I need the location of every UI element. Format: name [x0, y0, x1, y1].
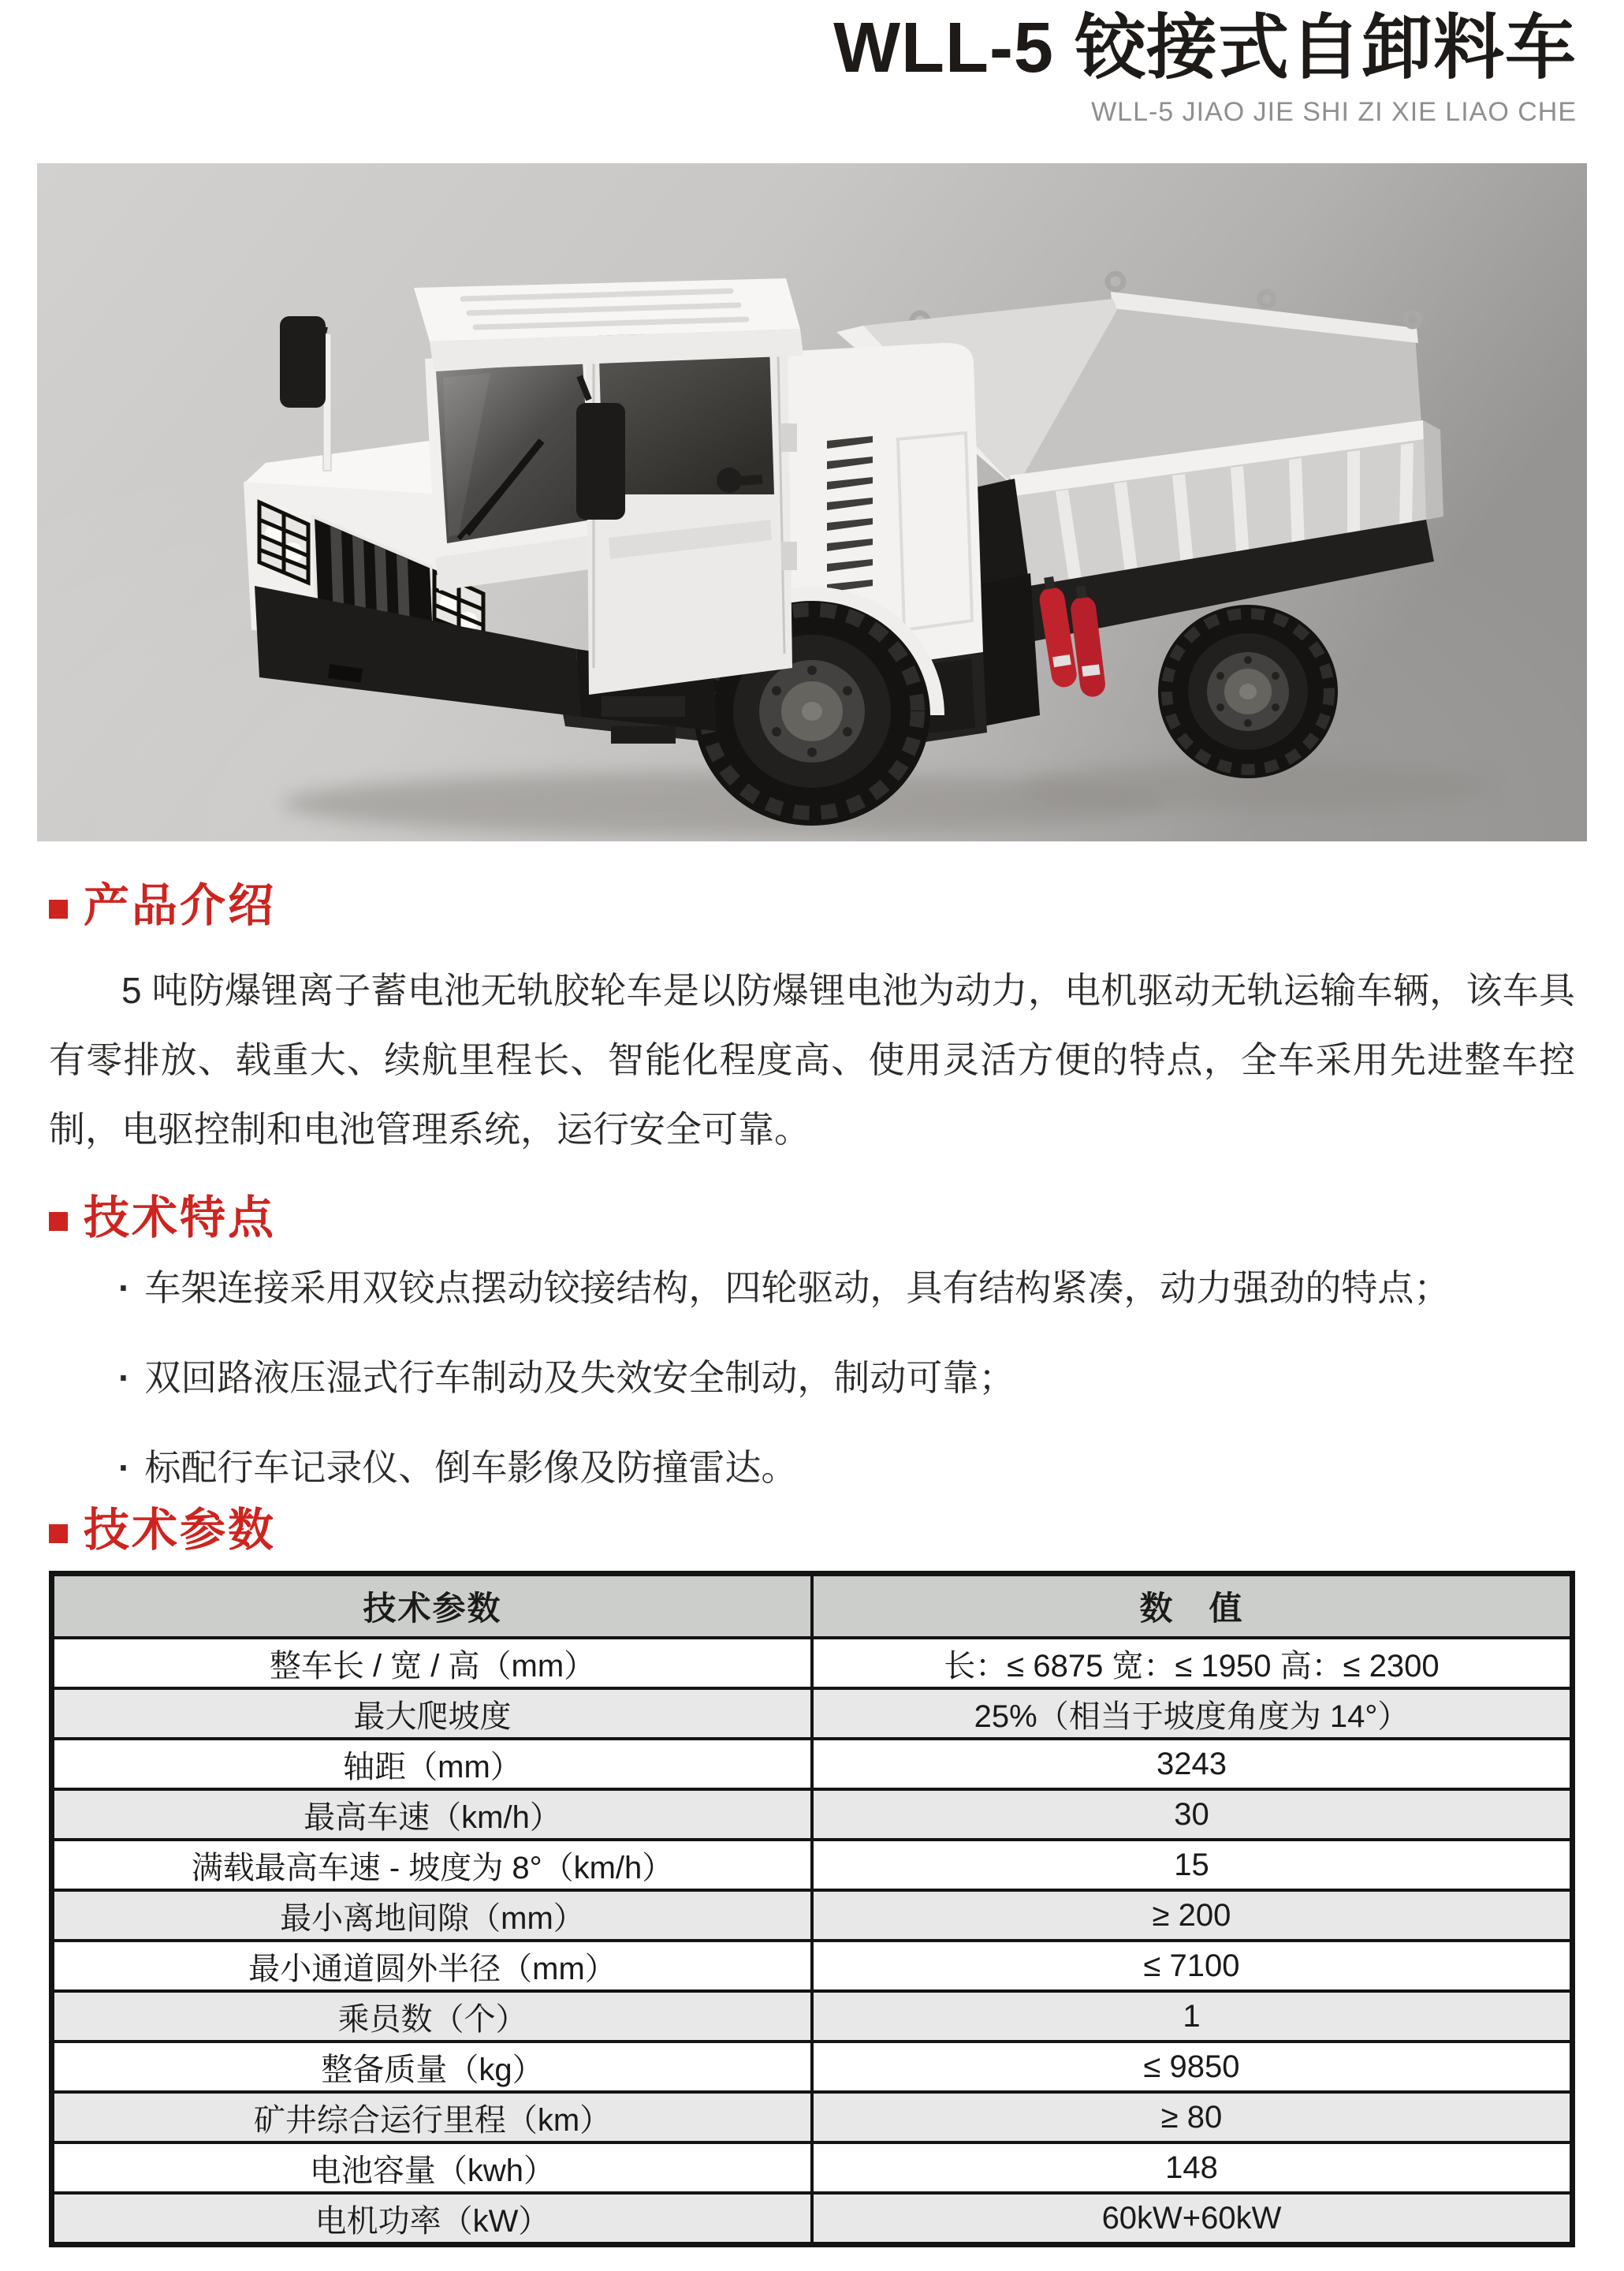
red-square-bullet-icon	[49, 1212, 68, 1231]
section-heading-intro	[49, 880, 277, 931]
spec-param-cell: 最大爬坡度	[52, 1688, 813, 1739]
spec-value-cell: 148	[812, 2142, 1573, 2193]
spec-param-cell: 轴距（mm）	[52, 1739, 813, 1789]
rear-wheel	[1158, 605, 1338, 778]
feature-text: 标配行车记录仪、倒车影像及防撞雷达。	[144, 1447, 798, 1488]
feature-item	[49, 1333, 1575, 1423]
spec-value-cell: ≥ 200	[812, 1890, 1573, 1941]
table-row	[52, 1941, 1573, 1991]
table-row	[52, 1688, 1573, 1739]
spec-param-cell: 满载最高车速 - 坡度为 8°（km/h）	[52, 1840, 813, 1890]
bullet-dot-icon: ·	[118, 1447, 131, 1488]
page-title: WLL-5 铰接式自卸料车	[833, 9, 1577, 88]
spec-col-value: 数 值	[812, 1574, 1573, 1639]
page-header	[833, 11, 1577, 128]
spec-table	[49, 1571, 1575, 2247]
table-row	[52, 1890, 1573, 1941]
bullet-dot-icon: ·	[118, 1357, 131, 1398]
table-row	[52, 1991, 1573, 2042]
spec-table-header-row	[52, 1574, 1573, 1639]
feature-item	[49, 1423, 1575, 1512]
section-heading-specs	[49, 1505, 277, 1556]
section-heading-text: 产品介绍	[84, 880, 277, 931]
bullet-dot-icon: ·	[118, 1267, 131, 1308]
spec-param-cell: 最小离地间隙（mm）	[52, 1890, 813, 1941]
spec-value-cell: ≤ 9850	[812, 2042, 1573, 2092]
spec-param-cell: 电池容量（kwh）	[52, 2142, 813, 2193]
spec-param-cell: 整车长 / 宽 / 高（mm）	[52, 1638, 813, 1688]
spec-value-cell: 15	[812, 1840, 1573, 1890]
table-row	[52, 2042, 1573, 2092]
table-row	[52, 2142, 1573, 2193]
red-square-bullet-icon	[49, 1524, 68, 1543]
spec-value-cell: 长：≤ 6875 宽：≤ 1950 高：≤ 2300	[812, 1638, 1573, 1688]
spec-value-cell: 30	[812, 1789, 1573, 1840]
table-row	[52, 2092, 1573, 2142]
spec-col-param: 技术参数	[52, 1574, 813, 1639]
spec-value-cell: 3243	[812, 1739, 1573, 1789]
features-list	[49, 1243, 1575, 1512]
red-square-bullet-icon	[49, 900, 68, 919]
table-row	[52, 1840, 1573, 1890]
feature-text: 双回路液压湿式行车制动及失效安全制动，制动可靠；	[144, 1357, 1015, 1398]
feature-item	[49, 1243, 1575, 1333]
spec-value-cell: 25%（相当于坡度角度为 14°）	[812, 1688, 1573, 1739]
spec-value-cell: 1	[812, 1991, 1573, 2042]
spec-value-cell: ≤ 7100	[812, 1941, 1573, 1991]
page-subtitle: WLL-5 JIAO JIE SHI ZI XIE LIAO CHE	[1091, 96, 1577, 127]
spec-param-cell: 矿井综合运行里程（km）	[52, 2092, 813, 2142]
spec-param-cell: 电机功率（kW）	[52, 2193, 813, 2245]
truck-illustration	[37, 163, 1587, 841]
section-heading-text: 技术特点	[84, 1192, 277, 1244]
section-heading-features	[49, 1192, 277, 1244]
table-row	[52, 1789, 1573, 1840]
table-row	[52, 2193, 1573, 2245]
spec-param-cell: 整备质量（kg）	[52, 2042, 813, 2092]
cab-roof	[414, 278, 803, 370]
spec-value-cell: ≥ 80	[812, 2092, 1573, 2142]
product-photo	[37, 163, 1587, 841]
spec-value-cell: 60kW+60kW	[812, 2193, 1573, 2245]
table-row	[52, 1739, 1573, 1789]
feature-text: 车架连接采用双铰点摆动铰接结构，四轮驱动，具有结构紧凑，动力强劲的特点；	[144, 1267, 1451, 1308]
table-row	[52, 1638, 1573, 1688]
intro-paragraph: 5 吨防爆锂离子蓄电池无轨胶轮车是以防爆锂电池为动力，电机驱动无轨运输车辆，该车具有零排放、载重大、续航里程长、智能化程度高、使用灵活方便的特点，全车采用先进整车控制，电驱控制和电池管理系统，运行安全可靠。	[49, 970, 1575, 1150]
spec-param-cell: 最高车速（km/h）	[52, 1789, 813, 1840]
spec-param-cell: 最小通道圆外半径（mm）	[52, 1941, 813, 1991]
section-heading-text: 技术参数	[84, 1505, 277, 1556]
spec-param-cell: 乘员数（个）	[52, 1991, 813, 2042]
